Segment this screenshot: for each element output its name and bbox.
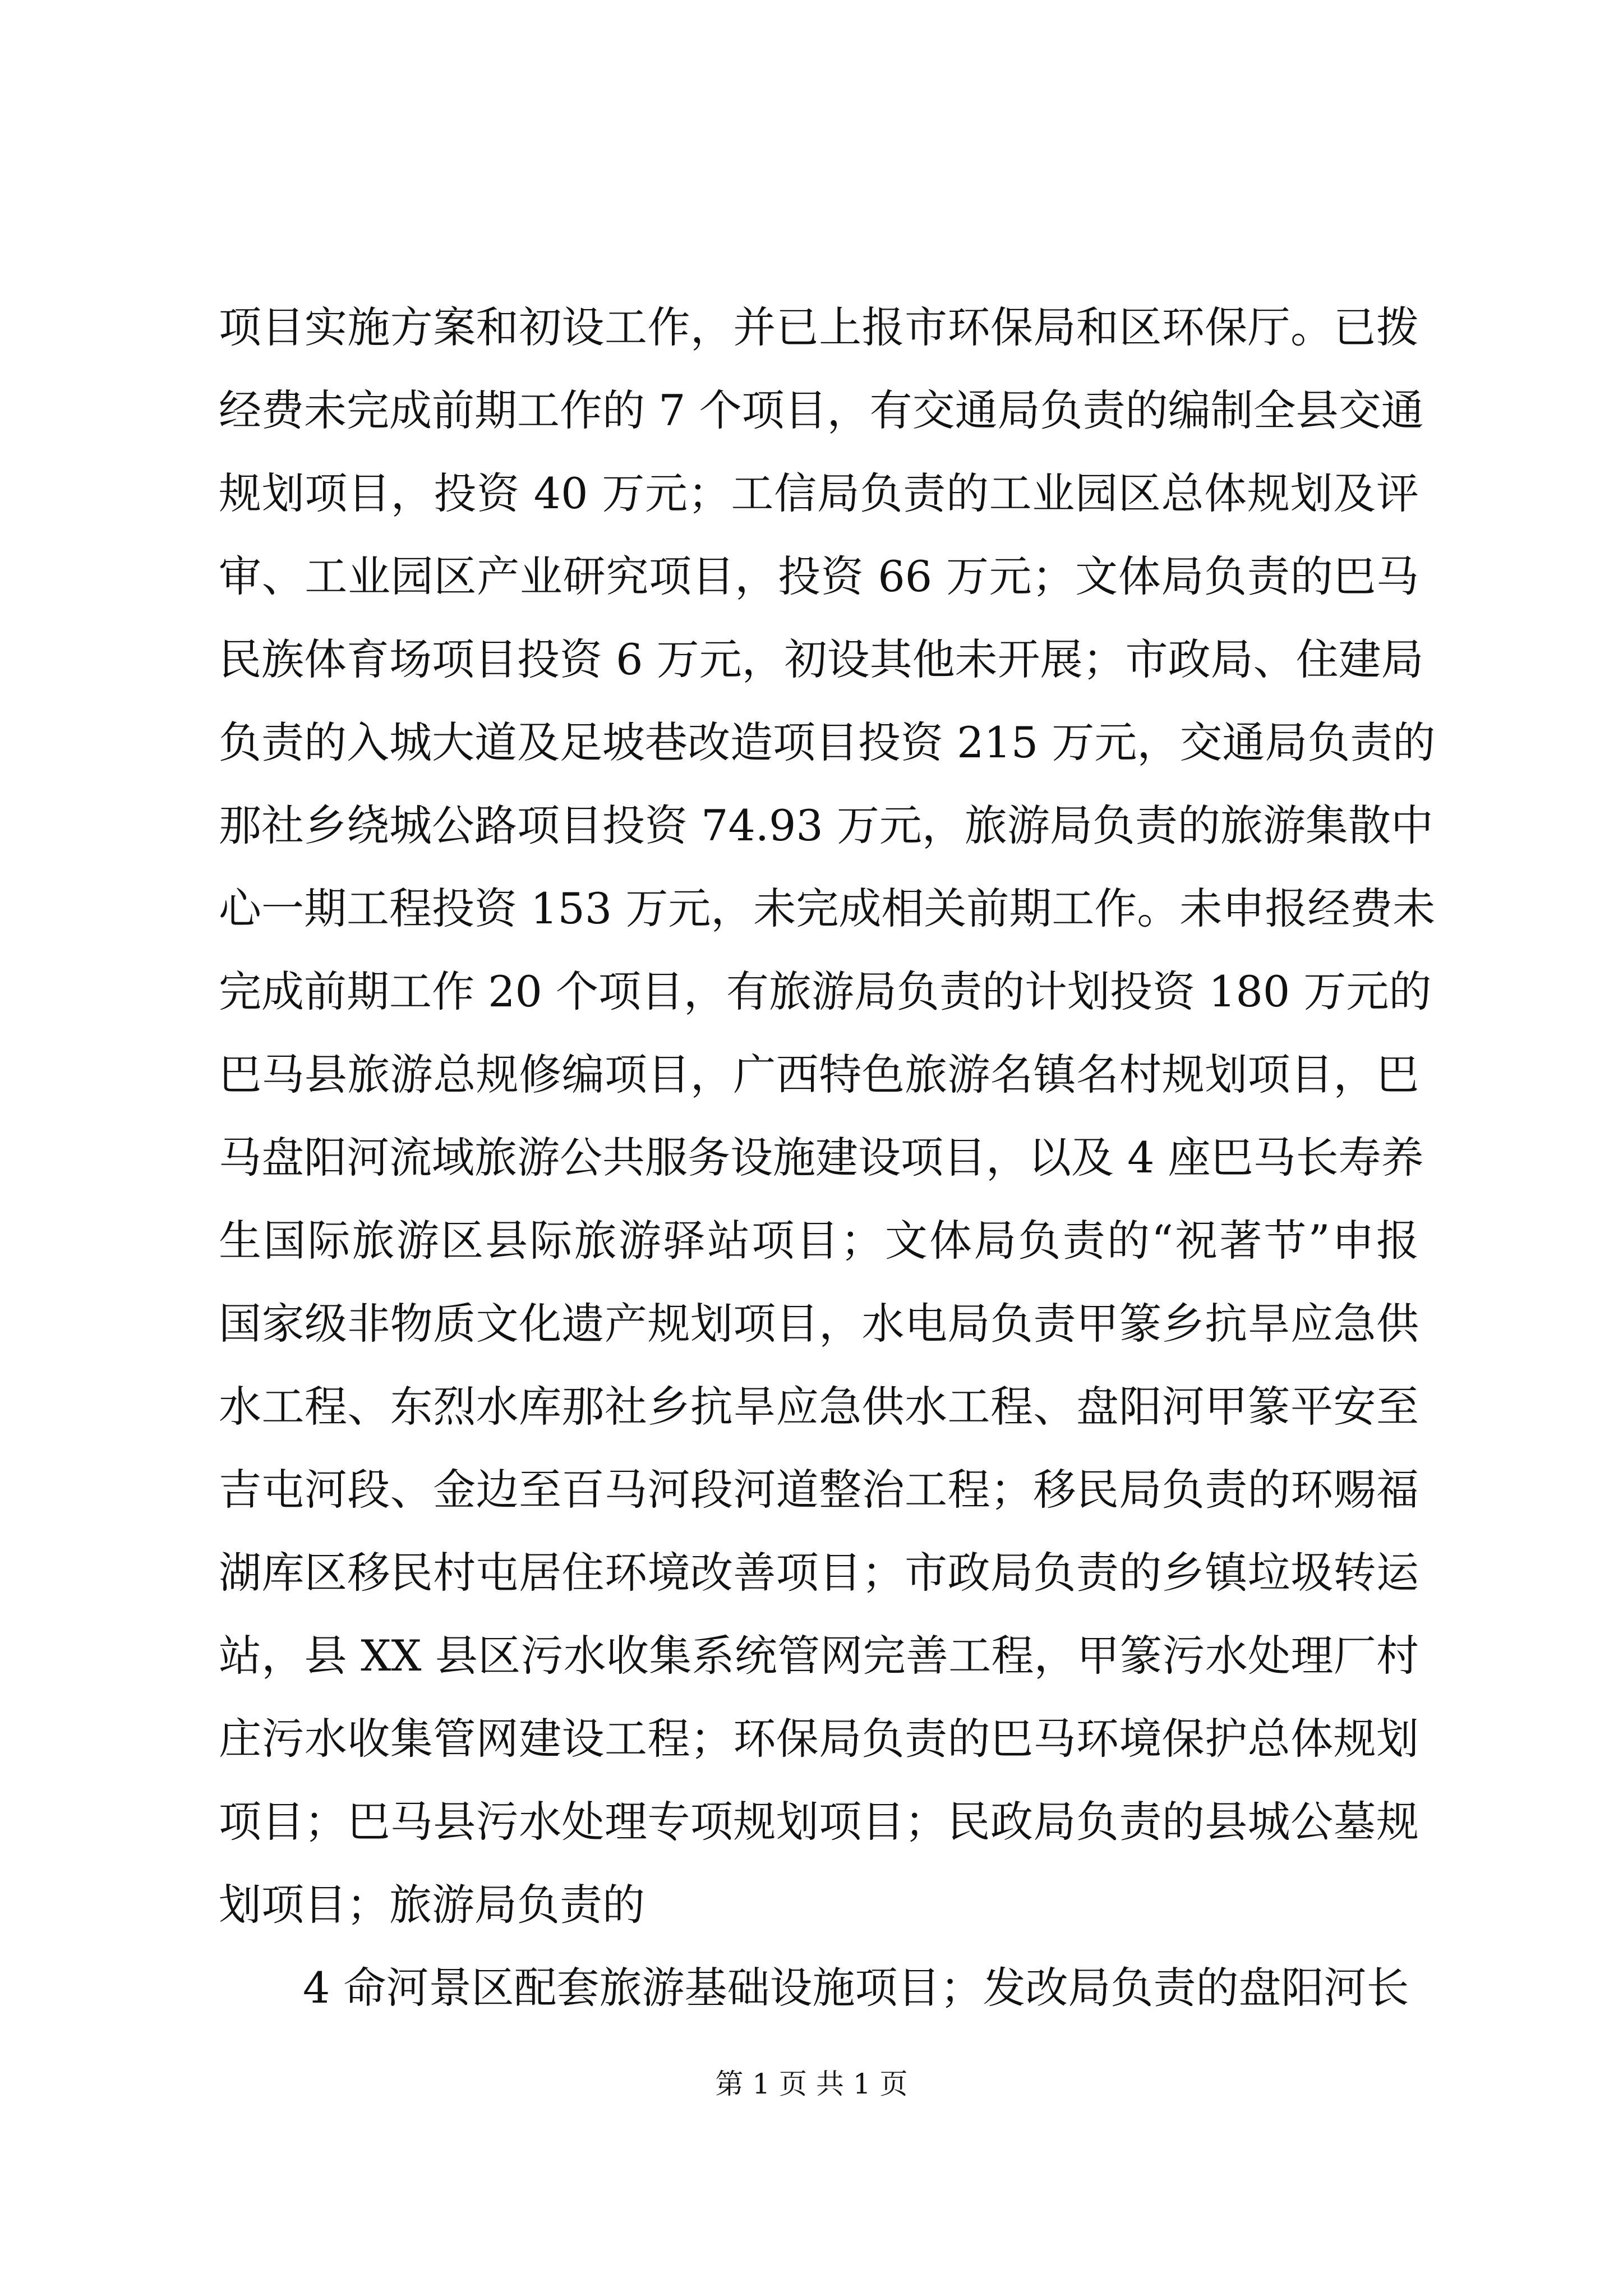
text-line: 马盘阳河流域旅游公共服务设施建设项目，以及 4 座巴马长寿养 [219, 1133, 1424, 1182]
text-line: 国家级非物质文化遗产规划项目，水电局负责甲篆乡抗旱应急供 [219, 1299, 1419, 1349]
text-line: 那社乡绕城公路项目投资 74.93 万元，旅游局负责的旅游集散中 [219, 800, 1433, 850]
text-line: 项目；巴马县污水处理专项规划项目；民政局负责的县城公墓规 [219, 1797, 1419, 1847]
page-footer: 第 1 页 共 1 页 [715, 2068, 908, 2100]
text-line: 完成前期工作 20 个项目，有旅游局负责的计划投资 180 万元的 [219, 967, 1432, 1016]
text-line: 巴马县旅游总规修编项目，广西特色旅游名镇名村规划项目，巴 [219, 1050, 1419, 1099]
text-line: 民族体育场项目投资 6 万元，初设其他未开展；市政局、住建局 [219, 634, 1424, 684]
text-line: 审、工业园区产业研究项目，投资 66 万元；文体局负责的巴马 [219, 551, 1419, 601]
text-line: 规划项目，投资 40 万元；工信局负责的工业园区总体规划及评 [219, 468, 1419, 518]
text-line: 湖库区移民村屯居住环境改善项目；市政局负责的乡镇垃圾转运 [219, 1548, 1419, 1598]
text-line: 生国际旅游区县际旅游驿站项目；文体局负责的“祝著节”申报 [219, 1216, 1419, 1266]
text-line: 吉屯河段、金边至百马河段河道整治工程；移民局负责的环赐福 [219, 1465, 1419, 1515]
text-line: 站，县 XX 县区污水收集系统管网完善工程，甲篆污水处理厂村 [219, 1631, 1419, 1681]
text-line: 项目实施方案和初设工作，并已上报市环保局和区环保厅。已拨 [219, 302, 1419, 352]
text-line: 庄污水收集管网建设工程；环保局负责的巴马环境保护总体规划 [219, 1714, 1419, 1764]
text-line: 心一期工程投资 153 万元，未完成相关前期工作。未申报经费未 [219, 884, 1436, 933]
text-line: 经费未完成前期工作的 7 个项目，有交通局负责的编制全县交通 [219, 385, 1424, 435]
text-line: 负责的入城大道及足坡巷改造项目投资 215 万元，交通局负责的 [219, 717, 1436, 767]
text-line: 划项目；旅游局负责的 [219, 1880, 645, 1930]
paragraph-first-line: 4 命河景区配套旅游基础设施项目；发改局负责的盘阳河长 [303, 1963, 1409, 2013]
document-body [219, 286, 1436, 2030]
text-line: 水工程、东烈水库那社乡抗旱应急供水工程、盘阳河甲篆平安至 [219, 1382, 1419, 1432]
